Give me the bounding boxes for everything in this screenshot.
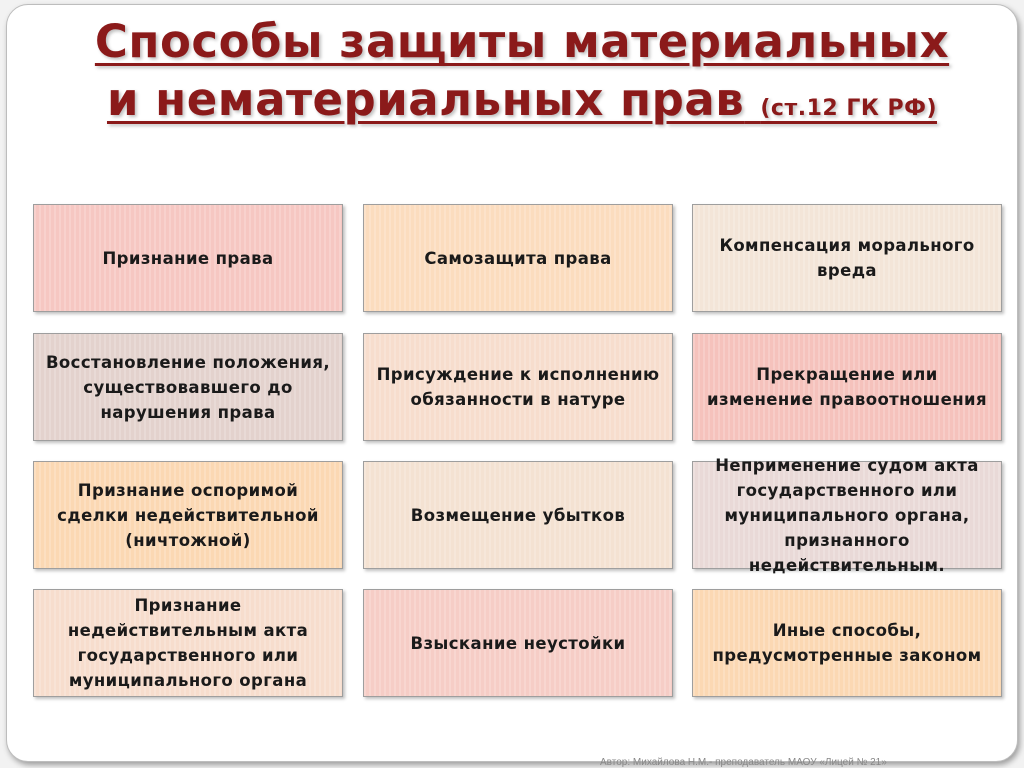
title-line-1: Способы защиты материальных xyxy=(94,15,950,68)
card-damages-compensation: Возмещение убытков xyxy=(363,461,673,569)
card-other-methods: Иные способы, предусмотренные законом xyxy=(692,589,1002,697)
slide-title xyxy=(47,13,997,138)
card-termination-of-relationship: Прекращение или изменение правоотношения xyxy=(692,333,1002,441)
methods-grid xyxy=(27,200,1001,700)
card-self-defense: Самозащита права xyxy=(363,204,673,312)
slide xyxy=(6,4,1018,762)
card-invalidation-of-act: Признание недействительным акта государственного или муниципального органа xyxy=(33,589,343,697)
card-penalty-recovery: Взыскание неустойки xyxy=(363,589,673,697)
card-recognition-of-right: Признание права xyxy=(33,204,343,312)
title-line-2: и нематериальных прав xyxy=(106,73,745,126)
card-voidable-transaction: Признание оспоримой сделки недействительной (ничтожной) xyxy=(33,461,343,569)
card-restoration-of-position: Восстановление положения, существовавшего до нарушения права xyxy=(33,333,343,441)
card-non-application-of-act: Неприменение судом акта государственного или муниципального органа, признанного недействительным. xyxy=(692,461,1002,569)
title-reference: (ст.12 ГК РФ) xyxy=(760,96,938,121)
card-specific-performance: Присуждение к исполнению обязанности в натуре xyxy=(363,333,673,441)
author-footer: Автор: Михайлова Н.М.- преподаватель МАОУ «Лицей № 21» xyxy=(600,757,887,768)
card-moral-damage-compensation: Компенсация морального вреда xyxy=(692,204,1002,312)
